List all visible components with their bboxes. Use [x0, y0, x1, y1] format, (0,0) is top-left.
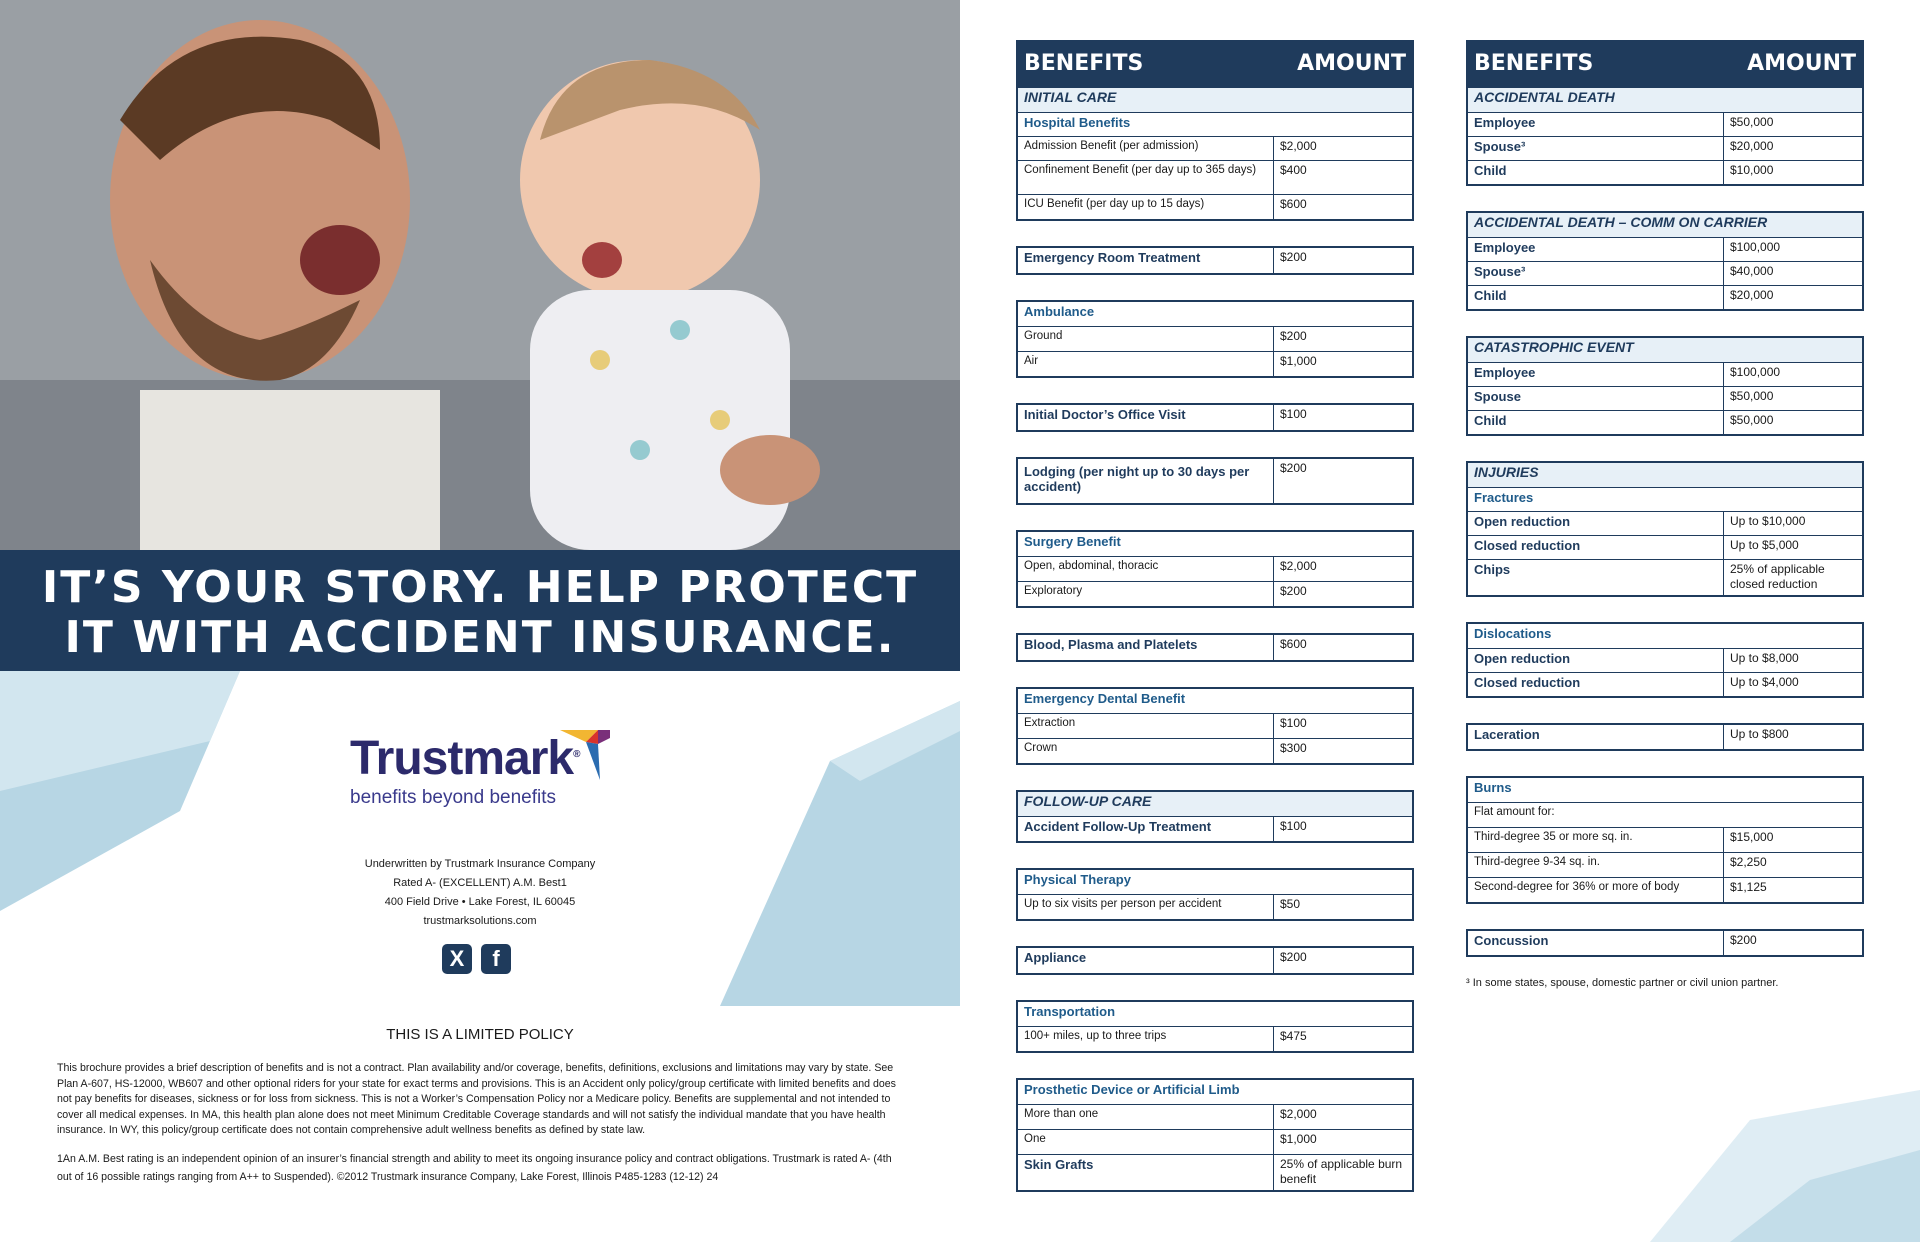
table-row: Ground $200	[1018, 326, 1412, 351]
table-row: Up to six visits per person per accident $50	[1018, 894, 1412, 919]
underwriter-info	[330, 855, 630, 931]
subsection-heading: Dislocations	[1474, 626, 1552, 641]
subsection-heading: Transportation	[1024, 1004, 1116, 1019]
er-group	[1016, 246, 1414, 275]
subsection-heading: Surgery Benefit	[1024, 534, 1121, 549]
amount-header: AMOUNT	[1747, 50, 1856, 76]
table-row: Open reduction Up to $8,000	[1468, 648, 1862, 672]
table-row: Employee $50,000	[1468, 112, 1862, 136]
table-row: Spouse $50,000	[1468, 386, 1862, 410]
table-row: Flat amount for:	[1468, 802, 1862, 827]
blood-group	[1016, 633, 1414, 662]
table-row: Chips 25% of applicable closed reduction	[1468, 559, 1862, 595]
social-icons	[442, 944, 520, 974]
table-row: Initial Doctor’s Office Visit $100	[1018, 405, 1412, 430]
subsection-heading: Emergency Dental Benefit	[1024, 691, 1186, 706]
catastrophic-group	[1466, 336, 1864, 436]
table-row: Child $50,000	[1468, 410, 1862, 434]
trustmark-logo	[350, 727, 650, 809]
concussion-group	[1466, 929, 1864, 957]
subsection-heading: Prosthetic Device or Artificial Limb	[1024, 1082, 1240, 1097]
appliance-group	[1016, 946, 1414, 975]
table-row: Air $1,000	[1018, 351, 1412, 376]
physical-therapy-group	[1016, 868, 1414, 921]
rating-disclaimer: 1An A.M. Best rating is an independent opinion of an insurer’s financial strength and ability to meet its ongoing insurance policy and contract obligations. Trustmark is rated A- (4th out of 16 possible ratings ranging from A++ to Suspended). ©2012 Trustmark insurance Company, Lake Forest, Illinois P485-1283 (12-12) 24	[57, 1153, 892, 1183]
subsection-heading: Ambulance	[1024, 304, 1095, 319]
subsection-heading: Physical Therapy	[1024, 872, 1131, 887]
table-row: Admission Benefit (per admission) $2,000	[1018, 136, 1412, 160]
headline	[0, 563, 960, 663]
table-row: Confinement Benefit (per day up to 365 days) $400	[1018, 160, 1412, 194]
section-heading: CATASTROPHIC EVENT	[1468, 338, 1862, 362]
followup-group	[1016, 790, 1414, 843]
photo-father-baby	[0, 0, 960, 550]
right-panel	[960, 0, 1920, 1242]
table-row: Appliance $200	[1018, 948, 1412, 973]
section-heading: FOLLOW-UP CARE	[1018, 792, 1412, 816]
dental-group	[1016, 687, 1414, 765]
table-row: Blood, Plasma and Platelets $600	[1018, 635, 1412, 660]
laceration-group	[1466, 723, 1864, 751]
address-line: 400 Field Drive • Lake Forest, IL 60045	[384, 896, 576, 908]
table-row: Third-degree 9-34 sq. in. $2,250	[1468, 852, 1862, 877]
table-row: Employee $100,000	[1468, 237, 1862, 261]
dislocations-group	[1466, 622, 1864, 698]
table-header	[1466, 40, 1864, 86]
table-row: ICU Benefit (per day up to 15 days) $600	[1018, 194, 1412, 219]
headline-line2: IT WITH ACCIDENT INSURANCE.	[64, 612, 896, 663]
subsection-heading: Fractures	[1468, 487, 1862, 511]
benefits-table-left	[1016, 40, 1414, 1192]
table-row: One $1,000	[1018, 1129, 1412, 1154]
section-heading: INJURIES	[1468, 463, 1862, 487]
section-heading: ACCIDENTAL DEATH – COMM ON CARRIER	[1468, 213, 1862, 237]
table-row: Concussion $200	[1468, 931, 1862, 955]
table-row: Second-degree for 36% or more of body $1,125	[1468, 877, 1862, 902]
underwriter-line: Underwritten by Trustmark Insurance Company	[364, 858, 596, 870]
lodging-group	[1016, 457, 1414, 505]
facebook-icon[interactable]: f	[481, 944, 511, 974]
table-row: Extraction $100	[1018, 713, 1412, 738]
table-row: Lodging (per night up to 30 days per accident) $200	[1018, 459, 1412, 503]
section-heading: ACCIDENTAL DEATH	[1468, 88, 1862, 112]
table-header	[1016, 40, 1414, 86]
table-row: Crown $300	[1018, 738, 1412, 763]
brand-tagline: benefits beyond benefits	[350, 787, 556, 808]
benefits-header: BENEFITS	[1024, 50, 1144, 76]
surgery-group	[1016, 530, 1414, 608]
table-row: Spouse³ $20,000	[1468, 136, 1862, 160]
limited-policy-notice: THIS IS A LIMITED POLICY	[386, 1026, 574, 1043]
rating-line: Rated A- (EXCELLENT) A.M. Best1	[393, 877, 567, 889]
burns-group	[1466, 776, 1864, 904]
amount-header: AMOUNT	[1297, 50, 1406, 76]
initial-care-group	[1016, 86, 1414, 221]
common-carrier-group	[1466, 211, 1864, 311]
table-row: Closed reduction Up to $4,000	[1468, 672, 1862, 696]
ambulance-group	[1016, 300, 1414, 378]
table-row: Open, abdominal, thoracic $2,000	[1018, 556, 1412, 581]
benefits-table-right	[1466, 40, 1864, 989]
table-row: Closed reduction Up to $5,000	[1468, 535, 1862, 559]
subsection-heading: Hospital Benefits	[1018, 112, 1412, 136]
injuries-group	[1466, 461, 1864, 597]
table-row: More than one $2,000	[1018, 1104, 1412, 1129]
x-icon[interactable]: X	[442, 944, 472, 974]
footnote: ³ In some states, spouse, domestic partner or civil union partner.	[1466, 977, 1779, 989]
disclaimer-text: This brochure provides a brief description of benefits and is not a contract. Plan availability and/or coverage, benefits, definitions, exclusions and limitations may vary by state. See Plan A-607, HS-12000, WB607 and other optional riders for your state for exact terms and provisions. This is an Accident only policy/group certificate with limited benefits and does not pay benefits for diseases, sickness or for loss from sickness. This is not a Worker’s Compensation Policy nor a Medicare policy. Benefits are supplemental and not intended to cover all medical expenses. In MA, this health plan alone does not meet Minimum Creditable Coverage standards and will not satisfy the individual mandate that you have health insurance. In WY, this policy/group certificate does not contain comprehensive adult wellness benefits as defined by state law.	[57, 1062, 896, 1137]
table-row: Employee $100,000	[1468, 362, 1862, 386]
section-heading: INITIAL CARE	[1018, 88, 1412, 112]
table-row: Child $10,000	[1468, 160, 1862, 184]
table-row: Open reduction Up to $10,000	[1468, 511, 1862, 535]
transportation-group	[1016, 1000, 1414, 1053]
table-row: Child $20,000	[1468, 285, 1862, 309]
brand-registered: ®	[573, 749, 580, 760]
table-row: Spouse³ $40,000	[1468, 261, 1862, 285]
table-row: Laceration Up to $800	[1468, 725, 1862, 749]
table-row: 100+ miles, up to three trips $475	[1018, 1026, 1412, 1051]
prosthetic-group	[1016, 1078, 1414, 1192]
doctor-group	[1016, 403, 1414, 432]
table-row: Skin Grafts 25% of applicable burn benefit	[1018, 1154, 1412, 1190]
website-link[interactable]: trustmarksolutions.com	[423, 915, 537, 927]
accidental-death-group	[1466, 86, 1864, 186]
table-row: Accident Follow-Up Treatment $100	[1018, 816, 1412, 841]
brand-name: Trustmark	[350, 732, 574, 785]
table-row: Exploratory $200	[1018, 581, 1412, 606]
table-row: Third-degree 35 or more sq. in. $15,000	[1468, 827, 1862, 852]
table-row: Emergency Room Treatment $200	[1018, 248, 1412, 273]
headline-line1: IT’S YOUR STORY. HELP PROTECT	[41, 562, 919, 613]
subsection-heading: Burns	[1474, 780, 1512, 795]
benefits-header: BENEFITS	[1474, 50, 1594, 76]
